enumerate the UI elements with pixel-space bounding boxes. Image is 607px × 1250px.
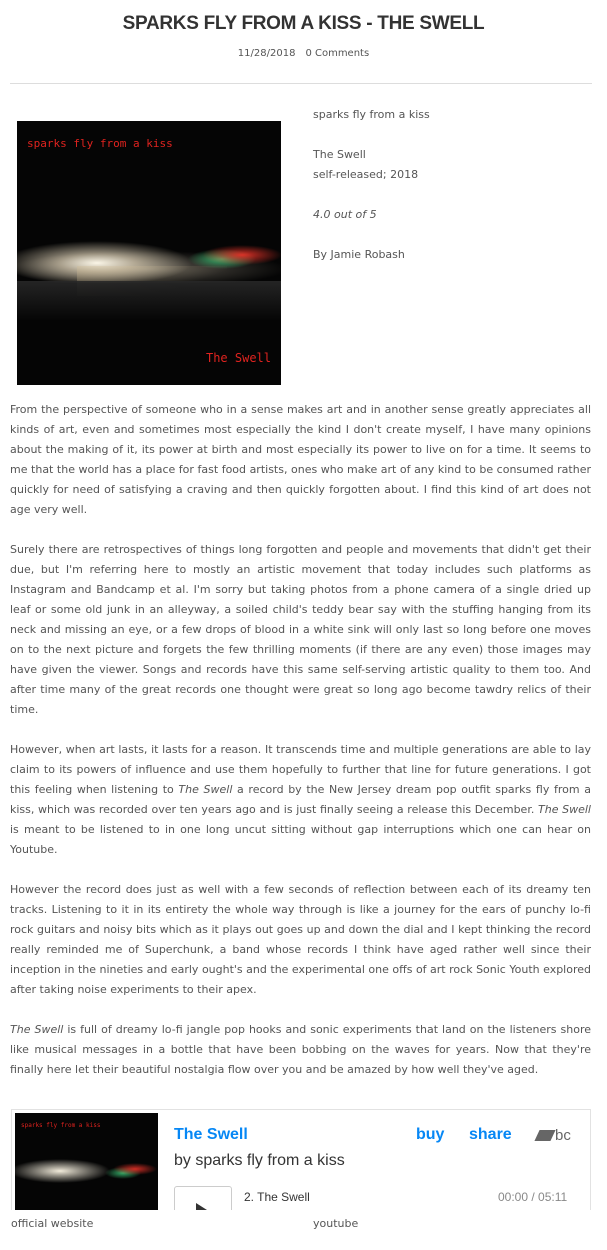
- article-body: [10, 400, 591, 1100]
- info-rating: 4.0 out of 5: [313, 208, 377, 221]
- cover-road: [17, 281, 281, 321]
- player-artist-link[interactable]: The Swell: [174, 1126, 248, 1143]
- post-meta: [0, 48, 607, 59]
- paragraph-3: However, when art lasts, it lasts for a reason. It transcends time and multiple generations are able to lay claim to its powers of influence and use them hopefully to further that line for future generations. I got this feeling when listening to The Swell a record by the New Jersey dream pop outfit sparks fly from a kiss, which was recorded over ten years ago and is just finally seeing a release this December. The Swell is meant to be listened to in one long uncut sitting without gap interruptions which one can hear on Youtube.: [10, 743, 591, 856]
- youtube-link[interactable]: youtube: [313, 1217, 359, 1230]
- paragraph-5: The Swell is full of dreamy lo-fi jangle pop hooks and sonic experiments that land on the listeners shore like musical messages in a bottle that have been bobbing on the waves for years. Now that they're finally here let their beautiful nostalgia flow over you and be amazed by how well they've aged.: [10, 1023, 591, 1076]
- album-cover-image: [17, 121, 281, 385]
- player-buy-link[interactable]: buy: [416, 1126, 445, 1143]
- info-label-year: self-released; 2018: [313, 168, 419, 181]
- bandcamp-logo-icon: [534, 1130, 555, 1141]
- comments-link[interactable]: 0 Comments: [305, 48, 370, 59]
- paragraph-1: From the perspective of someone who in a sense makes art and in another sense greatly appreciates all kinds of art, even and sometimes most especially the kind I don't create myself, I have many opinions about the making of it, its power at birth and most especially its power to live on for a time. It seems to me that the world has a place for fast food artists, ones who make art of any kind to be consumed rather quickly for need of satisfying a craving and then quickly forgotten about. I find this kind of art does not age very well.: [10, 403, 591, 516]
- post-date: 11/28/2018: [237, 48, 296, 59]
- play-button[interactable]: [174, 1186, 232, 1210]
- info-artist: The Swell: [313, 148, 366, 161]
- player-art-text: sparks fly from a kiss: [21, 1122, 101, 1129]
- player-time: 00:00 / 05:11: [498, 1190, 568, 1204]
- player-track-title: 2. The Swell: [244, 1190, 310, 1204]
- bandcamp-logo-text: bc: [555, 1127, 571, 1144]
- player-art-light: [15, 1151, 158, 1191]
- info-byline: By Jamie Robash: [313, 248, 405, 261]
- info-album: sparks fly from a kiss: [313, 108, 430, 121]
- paragraph-2: Surely there are retrospectives of things long forgotten and people and movements that didn't get their due, but I'm referring here to mostly an artistic movement that today includes such platforms as Instagram and Bandcamp et al. I'm sorry but taking photos from a phone camera of a single dried up leaf or some old junk in an alleyway, a soiled child's teddy bear say with the stuffing hanging from its neck and missing an eye, or a few drops of blood in a white sink will only last so long before one moves on to the next picture and forgets the few thrilling moments (if there are any even) those images may have given the viewer. Songs and records have this same self-serving artistic quality to them too. And after time many of the great records one thought were great so long ago become tawdry relics of their time.: [10, 543, 591, 716]
- official-website-link[interactable]: official website: [11, 1217, 94, 1230]
- player-album-art[interactable]: [15, 1113, 158, 1210]
- bandcamp-player: [11, 1109, 591, 1210]
- player-album-title: by sparks fly from a kiss: [174, 1152, 345, 1169]
- bandcamp-logo[interactable]: [537, 1128, 577, 1144]
- cover-album-text: The Swell: [205, 351, 271, 365]
- play-icon: [196, 1203, 207, 1210]
- paragraph-4: However the record does just as well with a few seconds of reflection between each of its dreamy ten tracks. Listening to it in its entirety the whole way through is like a journey for the ears of punchy lo-fi rock guitars and noisy bits which as it plays out goes up and down the dial and I kept thinking the record really reminded me of Superchunk, a band whose records I think have aged rather well since their inception in the nineties and early ought's and the experimental one offs of art rock Sonic Youth explored after taking noise experiments to their apex.: [10, 883, 591, 996]
- player-share-link[interactable]: share: [469, 1126, 512, 1143]
- title-divider: [10, 83, 592, 84]
- cover-band-text: sparks fly from a kiss: [27, 137, 173, 150]
- post-title: SPARKS FLY FROM A KISS - THE SWELL: [122, 13, 485, 34]
